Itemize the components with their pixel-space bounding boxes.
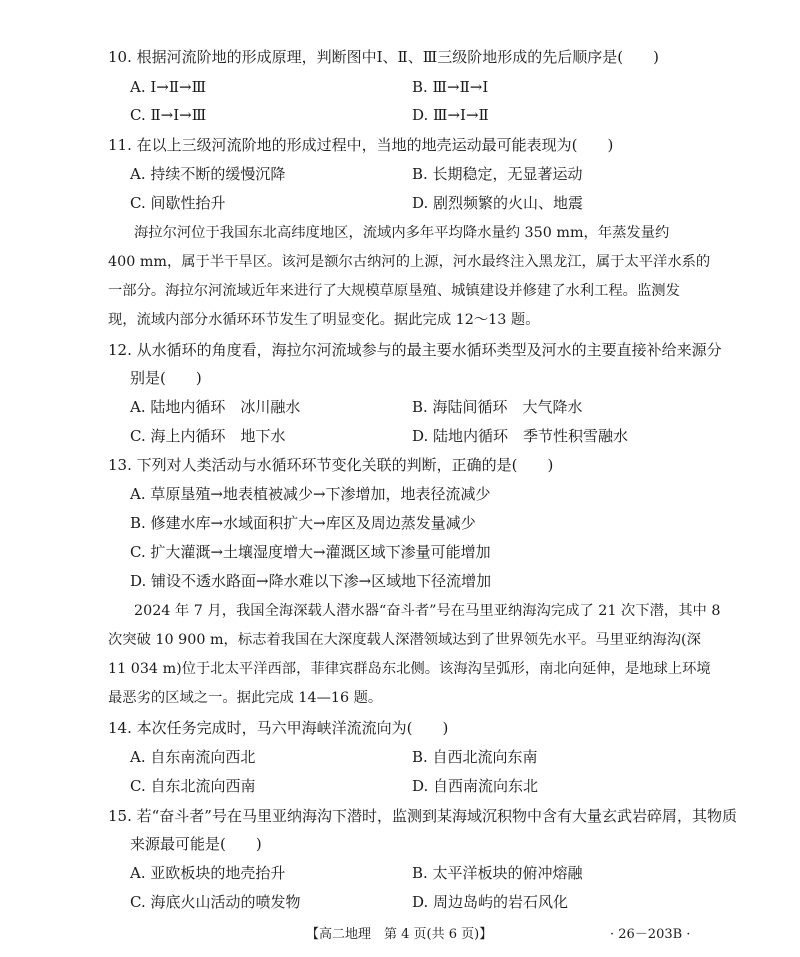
q15-option-c: C. 海底火山活动的喷发物: [130, 893, 301, 911]
q13-option-a: A. 草原垦殖→地表植被减少→下渗增加，地表径流减少: [130, 485, 491, 503]
q12-stem-continued: 别是( ): [130, 369, 202, 387]
q11-option-a: A. 持续不断的缓慢沉降: [130, 165, 286, 183]
q14-option-b: B. 自西北流向东南: [412, 748, 538, 766]
q14-stem: 14. 本次任务完成时，马六甲海峡洋流流向为( ): [108, 719, 449, 737]
q10-option-a: A. Ⅰ→Ⅱ→Ⅲ: [130, 78, 207, 96]
passage1-line: 一部分。海拉尔河流域近年来进行了大规模草原垦殖、城镇建设并修建了水利工程。监测发: [108, 283, 680, 299]
passage1-line: 现，流域内部分水循环环节发生了明显变化。据此完成 12～13 题。: [108, 312, 540, 328]
q13-option-d: D. 铺设不透水路面→降水难以下渗→区域地下径流增加: [130, 572, 492, 590]
q10-option-d: D. Ⅲ→Ⅰ→Ⅱ: [412, 106, 489, 124]
q10-option-b: B. Ⅲ→Ⅱ→Ⅰ: [412, 78, 489, 96]
q15-option-b: B. 太平洋板块的俯冲熔融: [412, 864, 583, 882]
passage1-line: 400 mm，属于半干旱区。该河是额尔古纳河的上源，河水最终注入黑龙江，属于太平洋水系的: [108, 254, 711, 270]
paper-code: · 26－203B ·: [610, 927, 691, 942]
q15-stem-continued: 来源最可能是( ): [130, 835, 262, 853]
q12-option-c: C. 海上内循环 地下水: [130, 427, 286, 445]
page-footer-label: 【高二地理 第 4 页(共 6 页)】: [306, 927, 493, 942]
q15-option-d: D. 周边岛屿的岩石风化: [412, 893, 569, 911]
q10-option-c: C. Ⅱ→Ⅰ→Ⅲ: [130, 106, 207, 124]
q14-option-a: A. 自东南流向西北: [130, 748, 256, 766]
passage1-line: 海拉尔河位于我国东北高纬度地区，流域内多年平均降水量约 350 mm，年蒸发量约: [134, 225, 670, 241]
passage2-line: 11 034 m)位于北太平洋西部，菲律宾群岛东北侧。该海沟呈弧形，南北向延伸，是地球上环境: [108, 661, 711, 677]
passage2-line: 2024 年 7 月，我国全海深载人潜水器“奋斗者”号在马里亚纳海沟完成了 21 次下潜，其中 8: [134, 603, 721, 619]
q11-stem: 11. 在以上三级河流阶地的形成过程中，当地的地壳运动最可能表现为( ): [108, 136, 614, 154]
q13-stem: 13. 下列对人类活动与水循环环节变化关联的判断，正确的是( ): [108, 456, 554, 474]
q10-stem: 10. 根据河流阶地的形成原理，判断图中Ⅰ、Ⅱ、Ⅲ三级阶地形成的先后顺序是( ): [108, 48, 659, 66]
q12-option-a: A. 陆地内循环 冰川融水: [130, 398, 301, 416]
q14-option-c: C. 自东北流向西南: [130, 777, 256, 795]
q11-option-c: C. 间歇性抬升: [130, 194, 226, 212]
q12-stem: 12. 从水循环的角度看，海拉尔河流域参与的最主要水循环类型及河水的主要直接补给来源分: [108, 341, 722, 359]
q11-option-b: B. 长期稳定，无显著运动: [412, 165, 583, 183]
q15-option-a: A. 亚欧板块的地壳抬升: [130, 864, 286, 882]
q12-option-d: D. 陆地内循环 季节性积雪融水: [412, 427, 629, 445]
passage2-line: 最恶劣的区域之一。据此完成 14—16 题。: [108, 690, 383, 706]
q15-stem: 15. 若“奋斗者”号在马里亚纳海沟下潜时，监测到某海域沉积物中含有大量玄武岩碎屑，其物质: [108, 807, 737, 825]
q13-option-b: B. 修建水库→水域面积扩大→库区及周边蒸发量减少: [130, 514, 476, 532]
q13-option-c: C. 扩大灌溉→土壤湿度增大→灌溉区域下渗量可能增加: [130, 543, 491, 561]
q11-option-d: D. 剧烈频繁的火山、地震: [412, 194, 584, 212]
q14-option-d: D. 自西南流向东北: [412, 777, 539, 795]
q12-option-b: B. 海陆间循环 大气降水: [412, 398, 583, 416]
passage2-line: 次突破 10 900 m，标志着我国在大深度载人深潜领域达到了世界领先水平。马里亚纳海沟(深: [108, 632, 701, 648]
